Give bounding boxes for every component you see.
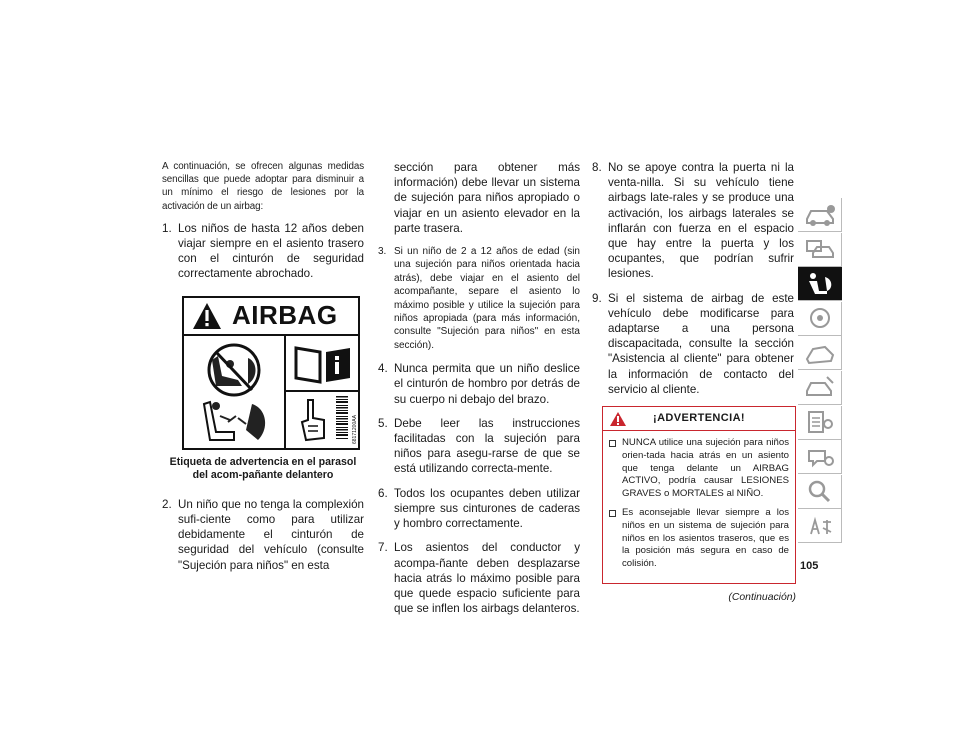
list-item	[378, 486, 580, 532]
page-number: 105	[800, 560, 819, 572]
warning-item-text: Es aconsejable llevar siempre a los niños en un sistema de sujeción para niños en los asientos traseros, que es la posición más segura en caso de colisión.	[622, 507, 789, 570]
warning-item-text: NUNCA utilice una sujeción para niños orien-tada hacia atrás en un asiento que tenga delante un AIRBAG ACTIVO, podría causar LESIONES GRAVES o MORTALES al NIÑO.	[622, 437, 789, 500]
list-item	[378, 245, 580, 352]
list-item-text: Nunca permita que un niño deslice el cinturón de hombro por detrás de su cuerpo ni debajo del brazo.	[394, 362, 580, 406]
list-item-text: Todos los ocupantes deben utilizar siempre sus cinturones de caderas y hombro correctamente.	[394, 486, 580, 531]
search-icon	[803, 479, 837, 503]
list-item	[162, 221, 364, 282]
maintenance-list-icon	[803, 410, 837, 434]
figure-airbag-label: AIRBAG	[232, 300, 338, 331]
square-bullet-icon	[609, 510, 616, 517]
continued-label: (Continuación)	[728, 592, 796, 604]
list-item-text: Debe leer las instrucciones facilitadas con la sujeción para niños para asegu-rarse de que se está utilizando correcta-mente.	[394, 416, 580, 476]
list-item-number: 1.	[162, 221, 172, 235]
column-1	[162, 160, 364, 582]
tab-maintenance[interactable]	[798, 406, 842, 440]
list-item-number: 9.	[592, 291, 602, 305]
list-item-number: 5.	[378, 416, 388, 430]
square-bullet-icon	[609, 440, 616, 447]
seat-airbag-deploy-icon	[194, 398, 278, 446]
warning-triangle-icon	[609, 411, 627, 427]
list-item-number: 6.	[378, 486, 388, 500]
list-item	[592, 291, 794, 397]
pointing-hand-icon	[296, 398, 330, 444]
list-item-number: 7.	[378, 541, 388, 555]
column-3	[592, 160, 794, 605]
airbag-warning-label-figure	[182, 296, 360, 450]
no-rear-facing-child-seat-icon	[194, 342, 274, 398]
warning-triangle-icon	[192, 302, 222, 330]
list-item	[378, 540, 580, 616]
list-item	[162, 497, 364, 573]
warning-item	[609, 437, 789, 501]
car-crash-icon	[803, 341, 837, 365]
column-2	[378, 160, 580, 625]
list-item	[592, 160, 794, 282]
car-info-icon	[803, 203, 837, 227]
list-item-number: 8.	[592, 161, 602, 174]
tab-car-message[interactable]	[798, 233, 842, 267]
intro-paragraph: A continuación, se ofrecen algunas medidas sencillas que puede adoptar para disminuir a un mínimo el riesgo de lesiones por la activación de un airbag:	[162, 161, 364, 212]
list-item-text: No se apoye contra la puerta ni la venta-nilla. Si su vehículo tiene airbags late-rales y se produce una activación, los airbags laterales se inflarán con fuerza en el espacio que hay entre la puerta y los ocupantes, que podrían sufrir lesiones.	[608, 161, 794, 281]
warning-header	[603, 407, 795, 431]
tab-search[interactable]	[798, 475, 842, 509]
list-item-number: 4.	[378, 362, 388, 376]
car-message-icon	[803, 237, 837, 261]
barcode-icon	[336, 396, 348, 446]
list-item-number: 3.	[378, 246, 387, 258]
seatbelt-airbag-icon	[803, 271, 837, 297]
list-item-number: 2.	[162, 497, 172, 511]
list-item-text: Los niños de hasta 12 años deben viajar siempre en el asiento trasero con el cinturón de seguridad correctamente abrochado.	[178, 221, 364, 281]
figure-caption: Etiqueta de advertencia en el parasol del acom-pañante delantero	[169, 455, 357, 482]
warning-title: ¡ADVERTENCIA!	[653, 411, 745, 424]
barcode-number: 68171200AA	[352, 414, 358, 444]
steering-wheel-icon	[803, 306, 837, 330]
tab-car-crash[interactable]	[798, 336, 842, 370]
list-item	[378, 416, 580, 477]
list-item-continuation: sección para obtener más información) debe llevar un sistema de sujeción para niños apropiado o viajar en un asiento elevador en la parte trasera.	[394, 161, 580, 235]
list-item-text: Si un niño de 2 a 12 años de edad (sin una sujeción para niños orientada hacia atrás), debe viajar en el asiento del acompañante, separe el asiento lo máximo posible y utilice la sujeción para niños apropiada (para más información, consulte "Sujeción para niños" en esta sección).	[394, 246, 580, 351]
tab-steering[interactable]	[798, 302, 842, 336]
language-icon	[803, 514, 837, 538]
tab-seatbelt-airbag[interactable]	[798, 267, 842, 301]
tab-language[interactable]	[798, 509, 842, 543]
multimedia-icon	[803, 445, 837, 469]
tab-multimedia[interactable]	[798, 440, 842, 474]
tab-car-service[interactable]	[798, 371, 842, 405]
manual-book-icon	[292, 342, 354, 386]
tab-car-info[interactable]	[798, 198, 842, 232]
warning-item	[609, 507, 789, 571]
chapter-tabs	[798, 198, 842, 544]
list-item-text: Los asientos del conductor y acompa-ñante deben desplazarse hacia atrás lo máximo posible para que quede espacio suficiente para que se inflen los airbags delanteros.	[394, 541, 580, 616]
list-item	[378, 361, 580, 407]
car-service-icon	[803, 375, 837, 399]
warning-box	[602, 406, 796, 584]
list-item-text: Un niño que no tenga la complexión sufi-ciente como para utilizar debidamente el cinturón de seguridad del vehículo (consulte "Sujeción para niños" en esta	[178, 497, 364, 572]
list-item-text: Si el sistema de airbag de este vehículo debe modificarse para adaptarse a una persona discapacitada, consulte la sección "Asistencia al cliente" para obtener la información de contacto del servicio al cliente.	[608, 291, 794, 396]
figure-header	[184, 298, 358, 336]
